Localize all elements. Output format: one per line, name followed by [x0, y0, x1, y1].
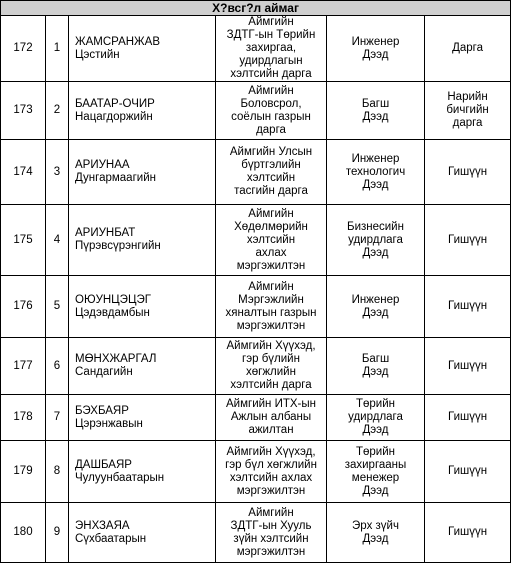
degree-cell-line: Инженер	[351, 152, 400, 165]
position-cell	[216, 441, 327, 503]
role-cell-line: Гишүүн	[447, 526, 488, 538]
role-cell-line: Гишүүн	[447, 233, 488, 246]
person-name	[69, 441, 216, 503]
person-name	[69, 16, 216, 82]
degree-cell-line: Дээд	[362, 484, 389, 497]
position-cell-line: Аймгийн	[248, 207, 294, 220]
role-cell	[425, 276, 511, 338]
position-cell-line: Аймгийн	[248, 280, 294, 293]
row-number: 178	[1, 395, 46, 441]
table-row	[1, 395, 511, 441]
person-name-line: ЖАМСРАНЖАВ	[75, 35, 161, 48]
position-cell-line: Боловсрол,	[240, 97, 302, 110]
row-number: 174	[1, 140, 46, 205]
row-index: 3	[46, 140, 69, 205]
position-cell-line: мэргэжилтэн	[236, 545, 306, 558]
position-cell-line: мэргэжилтэн	[236, 259, 306, 272]
row-number: 175	[1, 205, 46, 276]
position-cell-line: гэр бүлийн	[242, 353, 300, 365]
position-cell-line: ажилтан	[248, 424, 294, 436]
person-name	[69, 276, 216, 338]
table-row	[1, 276, 511, 338]
role-cell	[425, 338, 511, 395]
table-row	[1, 503, 511, 563]
title-row	[1, 1, 511, 16]
position-cell-line: бүртгэлийн	[241, 159, 301, 171]
degree-cell-line: Бизнесийн	[347, 220, 404, 233]
degree-cell	[327, 16, 425, 82]
table-row	[1, 140, 511, 205]
table-row	[1, 82, 511, 140]
position-cell-line: зүйн хэлтсийн	[233, 532, 309, 545]
position-cell	[216, 503, 327, 563]
row-index: 5	[46, 276, 69, 338]
person-name-line: БААТАР-ОЧИР	[75, 97, 155, 110]
person-name	[69, 140, 216, 205]
role-cell	[425, 82, 511, 140]
degree-cell-line: Дээд	[362, 366, 389, 378]
role-cell-line: Нарийн	[447, 91, 488, 103]
position-cell	[216, 276, 327, 338]
degree-cell-line: Дээд	[362, 48, 389, 61]
position-cell-line: тасгийн дарга	[234, 185, 308, 197]
table-row	[1, 338, 511, 395]
person-name-line: Пүрэвсүрэнгийн	[75, 240, 161, 252]
degree-cell	[327, 503, 425, 563]
role-cell	[425, 503, 511, 563]
person-name-line: Чулуунбаатарын	[75, 471, 165, 484]
person-name-line: Нацагдоржийн	[75, 110, 153, 123]
row-number: 172	[1, 16, 46, 82]
position-cell	[216, 140, 327, 205]
row-index: 8	[46, 441, 69, 503]
degree-cell-line: захиргааны	[344, 458, 407, 471]
degree-cell-line: Дээд	[362, 110, 389, 123]
person-name-line: АРИУНБАТ	[75, 227, 136, 239]
role-cell-line: Гишүүн	[447, 165, 488, 178]
role-cell	[425, 16, 511, 82]
position-cell-line: соёлын газрын	[231, 110, 311, 123]
position-cell-line: Ажлын албаны	[230, 411, 312, 423]
table-body	[1, 16, 511, 563]
position-cell-line: ахлах	[255, 246, 287, 259]
degree-cell	[327, 140, 425, 205]
person-name-line: Сүхбаатарын	[75, 532, 147, 545]
row-index: 2	[46, 82, 69, 140]
row-index: 6	[46, 338, 69, 395]
role-cell-line: Гишүүн	[447, 465, 488, 477]
role-cell	[425, 441, 511, 503]
degree-cell-line: удирдлага	[348, 233, 403, 246]
position-cell-line: ЗДТГ-ын Төрийн	[226, 29, 316, 41]
position-cell-line: Аймгийн	[248, 84, 294, 97]
position-cell	[216, 82, 327, 140]
position-cell-line: хэлтсийн	[246, 233, 296, 246]
position-cell-line: хэлтсийн ахлах	[229, 471, 313, 484]
position-cell	[216, 205, 327, 276]
position-cell-line: Аймгийн Хүүхэд,	[226, 340, 316, 352]
degree-cell-line: Эрх зүйч	[352, 519, 399, 532]
position-cell-line: Аймгийн	[248, 16, 294, 28]
degree-cell	[327, 338, 425, 395]
degree-cell-line: Инженер	[351, 293, 400, 306]
person-name-line: АРИУНАА	[75, 159, 130, 171]
person-name-line: ЭНХЗАЯА	[75, 519, 130, 532]
role-cell-line: бичгийн	[446, 104, 489, 116]
table-row	[1, 205, 511, 276]
person-name	[69, 503, 216, 563]
person-name-line: Цэрэнжавын	[75, 417, 143, 430]
person-name-line: Сандагийн	[75, 366, 133, 378]
position-cell-line: Аймгийн ИТХ-ын	[226, 398, 316, 410]
position-cell-line: Аймгийн	[248, 506, 294, 519]
position-cell-line: Аймгийн Улсын	[229, 146, 313, 158]
position-cell	[216, 338, 327, 395]
role-cell-line: Гишүүн	[447, 411, 488, 423]
role-cell	[425, 395, 511, 441]
role-cell-line: Гишүүн	[447, 359, 488, 372]
degree-cell-line: Багш	[361, 97, 390, 110]
position-cell-line: удирдлагын	[239, 55, 303, 67]
position-cell-line: ЗДТГ-ын Хууль	[230, 519, 312, 532]
degree-cell-line: менежер	[351, 471, 400, 484]
position-cell-line: мэргэжилтэн	[236, 484, 306, 497]
person-name	[69, 82, 216, 140]
degree-cell-line: Төрийн	[355, 398, 395, 410]
person-name-line: МӨНХЖАРГАЛ	[75, 353, 157, 365]
row-number: 176	[1, 276, 46, 338]
person-name-line: БЭХБАЯР	[75, 404, 129, 417]
degree-cell-line: Дээд	[362, 178, 389, 191]
role-cell	[425, 205, 511, 276]
person-name	[69, 205, 216, 276]
position-cell-line: хөгжлийн	[246, 366, 296, 378]
person-name-line: Цэдэвдамбын	[75, 306, 150, 319]
position-cell-line: хэлтсийн дарга	[230, 379, 312, 391]
role-cell-line: дарга	[452, 117, 483, 129]
degree-cell-line: Төрийн	[355, 445, 395, 458]
degree-cell-line: Дээд	[362, 246, 389, 259]
role-cell-line: Гишүүн	[447, 300, 488, 312]
row-number: 179	[1, 441, 46, 503]
position-cell-line: захиргаа,	[245, 42, 297, 54]
position-cell	[216, 16, 327, 82]
position-cell-line: дарга	[256, 123, 286, 136]
degree-cell-line: Дээд	[362, 424, 389, 436]
degree-cell-line: Инженер	[351, 35, 400, 48]
degree-cell	[327, 441, 425, 503]
row-index: 9	[46, 503, 69, 563]
role-cell-line: Дарга	[452, 42, 483, 54]
person-name-line: ОЮУНЦЭЦЭГ	[75, 293, 151, 306]
position-cell-line: Мэргэжлийн	[238, 293, 304, 306]
row-index: 7	[46, 395, 69, 441]
degree-cell	[327, 82, 425, 140]
degree-cell-line: удирдлага	[348, 411, 403, 423]
position-cell-line: Аймгийн Хүүхэд,	[226, 445, 316, 458]
person-name-line: Цэстийн	[75, 48, 120, 61]
person-name	[69, 395, 216, 441]
person-name-line: Дунгармаагийн	[75, 172, 156, 184]
position-cell-line: мэргэжилтэн	[236, 319, 306, 332]
position-cell-line: хэлтсийн	[246, 172, 296, 184]
degree-cell	[327, 395, 425, 441]
person-name-line: ДАШБАЯР	[75, 458, 132, 471]
position-cell-line: Хөдөлмөрийн	[234, 220, 308, 233]
degree-cell-line: Дээд	[362, 532, 389, 545]
table-row	[1, 441, 511, 503]
position-cell	[216, 395, 327, 441]
degree-cell-line: технологич	[345, 165, 406, 178]
row-index: 1	[46, 16, 69, 82]
role-cell	[425, 140, 511, 205]
position-cell-line: хэлтсийн дарга	[230, 68, 312, 80]
position-cell-line: хяналтын газрын	[225, 306, 317, 319]
row-number: 177	[1, 338, 46, 395]
degree-cell-line: Багш	[361, 353, 390, 365]
table-title: Х?всг?л аймаг	[1, 1, 511, 16]
row-number: 180	[1, 503, 46, 563]
table-row	[1, 16, 511, 82]
person-name	[69, 338, 216, 395]
degree-cell	[327, 276, 425, 338]
row-number: 173	[1, 82, 46, 140]
degree-cell-line: Дээд	[362, 306, 389, 319]
row-index: 4	[46, 205, 69, 276]
position-cell-line: гэр бүл хөгжлийн	[225, 458, 317, 471]
degree-cell	[327, 205, 425, 276]
